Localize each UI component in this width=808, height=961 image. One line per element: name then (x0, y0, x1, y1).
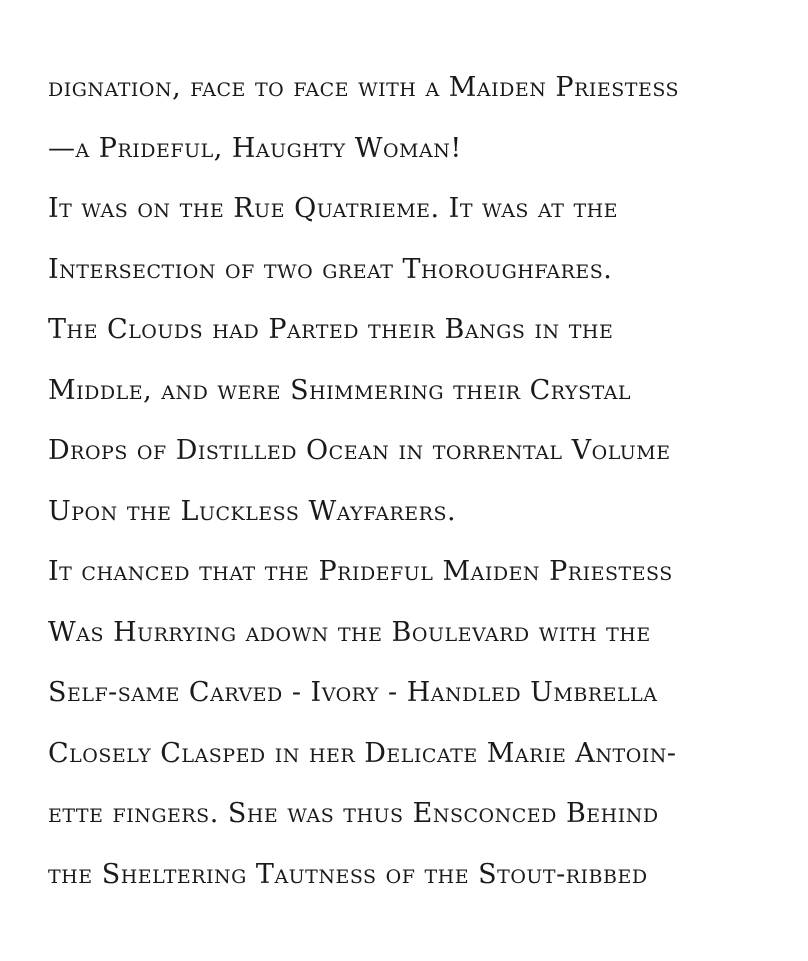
text-line: It chanced that the Prideful Maiden Priestess (48, 556, 673, 587)
text-line: Was Hurrying adown the Boulevard with the (48, 616, 651, 648)
text-line: the Sheltering Tautness of the Stout-ribbed (48, 858, 648, 890)
text-line: Drops of Distilled Ocean in torrental Volume (48, 435, 671, 466)
text-line: Self-same Carved - Ivory - Handled Umbrella (48, 677, 658, 708)
text-line: The Clouds had Parted their Bangs in the (48, 314, 614, 345)
text-line: dignation, face to face with a Maiden Priestess (48, 72, 680, 103)
text-line: Middle, and were Shimmering their Crystal (48, 374, 632, 406)
text-line: Upon the Luckless Wayfarers. (48, 495, 457, 527)
text-line: Closely Clasped in her Delicate Marie Antoin- (48, 737, 677, 769)
text-line: —a Prideful, Haughty Woman! (48, 132, 462, 164)
text-line: Intersection of two great Thoroughfares. (48, 253, 613, 285)
text-line: ette fingers. She was thus Ensconced Behind (48, 798, 659, 829)
text-line: It was on the Rue Quatrieme. It was at the (48, 193, 619, 224)
body-text (48, 58, 768, 905)
